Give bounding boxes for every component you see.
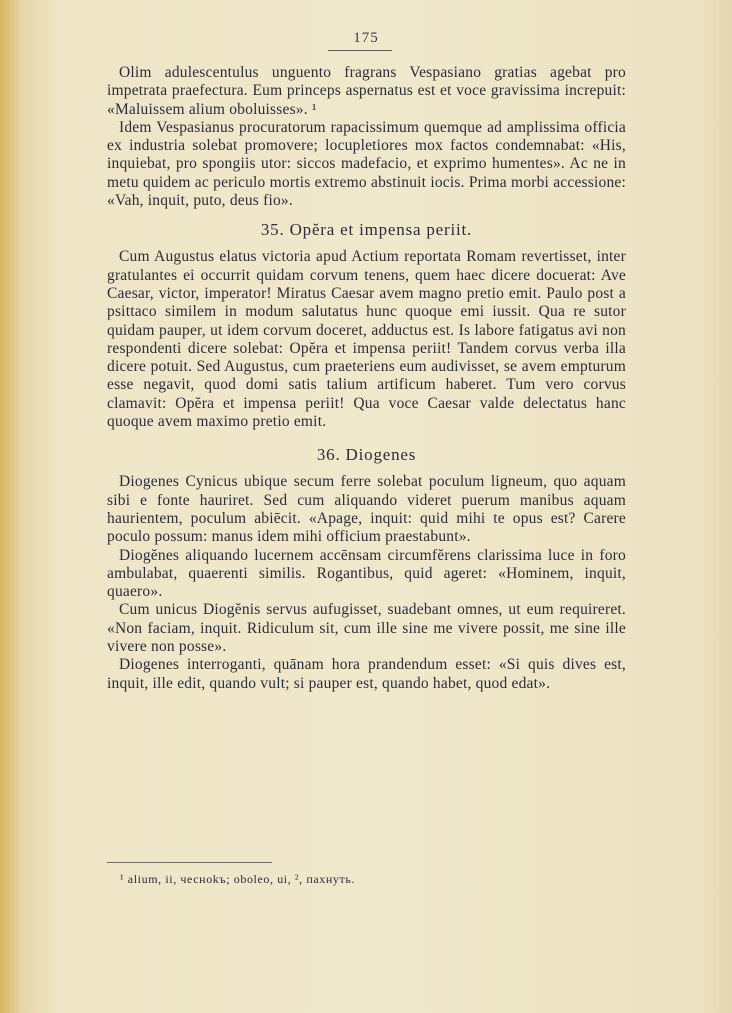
footnote: ¹ alium, ii, чесноkъ; oboleo, ui, ², пахнуть. [120, 872, 356, 886]
text-body [107, 64, 626, 693]
section-heading: 35. Opĕra et impensa periit. [260, 220, 473, 240]
page-number: 175 [353, 30, 379, 46]
paragraph: Diogenes interroganti, quānam hora prandendum esset: «Si quis dives est, inquit, ille edit, quando vult; si pauper est, quando habet, quod edat». [107, 656, 626, 692]
paragraph: Diogenes Cynicus ubique secum ferre solebat poculum ligneum, quo aquam sibi e fonte hauriret. Sed cum aliquando videret puerum manibus aquam haurientem, poculum abiēcit. «Apage, inquit: quid mihi te opus est? Carere poculo possum: manus idem mihi officium praestabunt». [107, 473, 626, 546]
section-heading: 36. Diogenes [316, 445, 417, 465]
paragraph: Diogĕnes aliquando lucernem accēnsam circumfĕrens clarissima luce in foro ambulabat, quaerenti similis. Rogantibus, quid ageret: «Hominem, inquit, quaero». [107, 546, 626, 601]
footnote-rule [107, 862, 272, 863]
paragraph: Cum unicus Diogĕnis servus aufugisset, suadebant omnes, ut eum requireret. «Non faciam, inquit. Ridiculum sit, cum ille sine me vivere possit, me sine ille vivere non posse». [107, 601, 626, 656]
paragraph: Cum Augustus elatus victoria apud Actium reportata Romam revertisset, inter gratulantes ei occurrit quidam corvum tenens, quem haec dicere docuerat: Ave Caesar, victor, imperator! Miratus Caesar avem magno pretio emit. Paulo post a psittaco similem in modum salutatus hunc quoque emi iussit. Qua re sutor quidam pauper, ut idem corvum doceret, adductus est. Is labore fatigatus avi non respondenti dicere solebat: Opĕra et impensa periit! Tandem corvus verba illa dicere potuit. Sed Augustus, cum praeteriens eum audivisset, se avem empturum esse negavit, quod domi satis talium artificum haberet. Tum vero corvus clamavit: Opĕra et impensa periit! Qua voce Caesar valde delectatus hanc quoque avem maximo pretio emit. [107, 248, 626, 431]
paragraph: Olim adulescentulus unguento fragrans Vespasiano gratias agebat pro impetrata praefectura. Eum princeps aspernatus est et voce gravissima increpuit: «Maluissem alium oboluisses». ¹ [107, 64, 626, 118]
header-rule [328, 50, 392, 51]
paragraph: Idem Vespasianus procuratorum rapacissimum quemque ad amplissima officia ex industria solebat promovere; locupletiores mox factos condemnabat: «His, inquiebat, pro spongiis utor: siccos madefacio, et exprimo humentes». Ac ne in metu quidem ac periculo mortis extremo abstinuit iocis. Prima morbi accessione: «Vah, inquit, puto, deus fio». [107, 118, 626, 210]
